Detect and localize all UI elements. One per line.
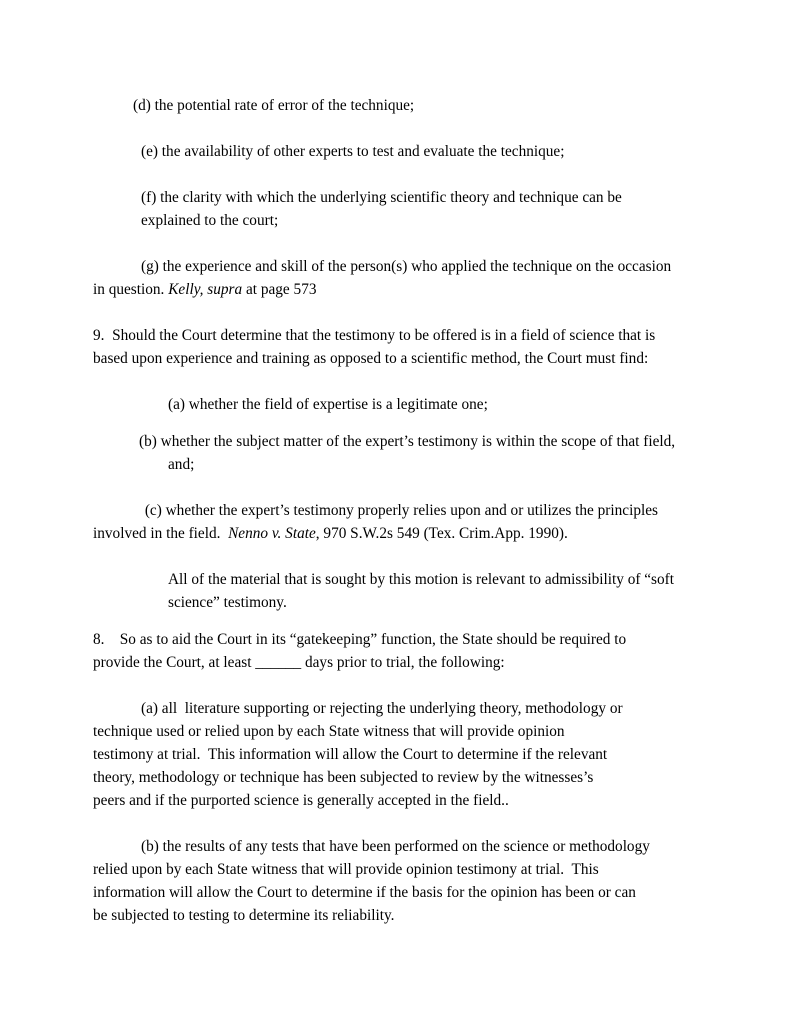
request-b-line-2: relied upon by each State witness that will provide opinion testimony at trial. This bbox=[93, 861, 599, 878]
request-a-line-3: testimony at trial. This information will allow the Court to determine if the relevant bbox=[93, 746, 608, 763]
request-b-line-3: information will allow the Court to determine if the basis for the opinion has been or can bbox=[93, 884, 636, 901]
item-f-line-1: (f) the clarity with which the underlying scientific theory and technique can be bbox=[141, 189, 622, 206]
paragraph-8-line-1: 8. So as to aid the Court in its “gatekeeping” function, the State should be required to bbox=[93, 631, 627, 648]
paragraph-9-line-1: 9. Should the Court determine that the testimony to be offered is in a field of science that is bbox=[93, 327, 656, 344]
item-d-line-1: (d) the potential rate of error of the technique; bbox=[133, 97, 415, 114]
item-e-line-1: (e) the availability of other experts to test and evaluate the technique; bbox=[141, 143, 565, 160]
request-b-line-1: (b) the results of any tests that have been performed on the science or methodology bbox=[141, 838, 650, 855]
request-b-line-4: be subjected to testing to determine its reliability. bbox=[93, 907, 395, 924]
material-note-line-1: All of the material that is sought by this motion is relevant to admissibility of “soft bbox=[168, 571, 675, 588]
case-citation-kelly: Kelly, supra bbox=[168, 281, 243, 298]
finding-b-line-1: (b) whether the subject matter of the expert’s testimony is within the scope of that field, bbox=[139, 433, 676, 450]
case-citation-nenno: Nenno v. State bbox=[228, 525, 316, 542]
paragraph-9-line-2: based upon experience and training as opposed to a scientific method, the Court must find: bbox=[93, 350, 649, 367]
item-g-line-2-page: at page 573 bbox=[242, 281, 317, 298]
finding-c-line-2-cite: , 970 S.W.2s 549 (Tex. Crim.App. 1990). bbox=[315, 525, 568, 542]
item-g-line-2-text: in question. bbox=[93, 281, 169, 298]
request-a-line-5: peers and if the purported science is generally accepted in the field.. bbox=[93, 792, 509, 809]
finding-c-line-2 bbox=[93, 525, 568, 543]
request-a-line-2: technique used or relied upon by each State witness that will provide opinion bbox=[93, 723, 565, 740]
finding-c-line-2-text: involved in the field. bbox=[93, 525, 229, 542]
finding-c-line-1: (c) whether the expert’s testimony properly relies upon and or utilizes the principles bbox=[141, 502, 658, 519]
item-f-line-2: explained to the court; bbox=[141, 212, 279, 229]
paragraph-8-line-2: provide the Court, at least ______ days prior to trial, the following: bbox=[93, 654, 505, 671]
request-a-line-4: theory, methodology or technique has been subjected to review by the witnesses’s bbox=[93, 769, 594, 786]
finding-b-line-2: and; bbox=[168, 456, 195, 473]
material-note-line-2: science” testimony. bbox=[168, 594, 287, 611]
item-g-line-2 bbox=[93, 281, 317, 299]
request-a-line-1: (a) all literature supporting or rejecting the underlying theory, methodology or bbox=[141, 700, 623, 717]
finding-a-line-1: (a) whether the field of expertise is a legitimate one; bbox=[168, 396, 488, 413]
item-g-line-1: (g) the experience and skill of the person(s) who applied the technique on the occasion bbox=[141, 258, 672, 275]
